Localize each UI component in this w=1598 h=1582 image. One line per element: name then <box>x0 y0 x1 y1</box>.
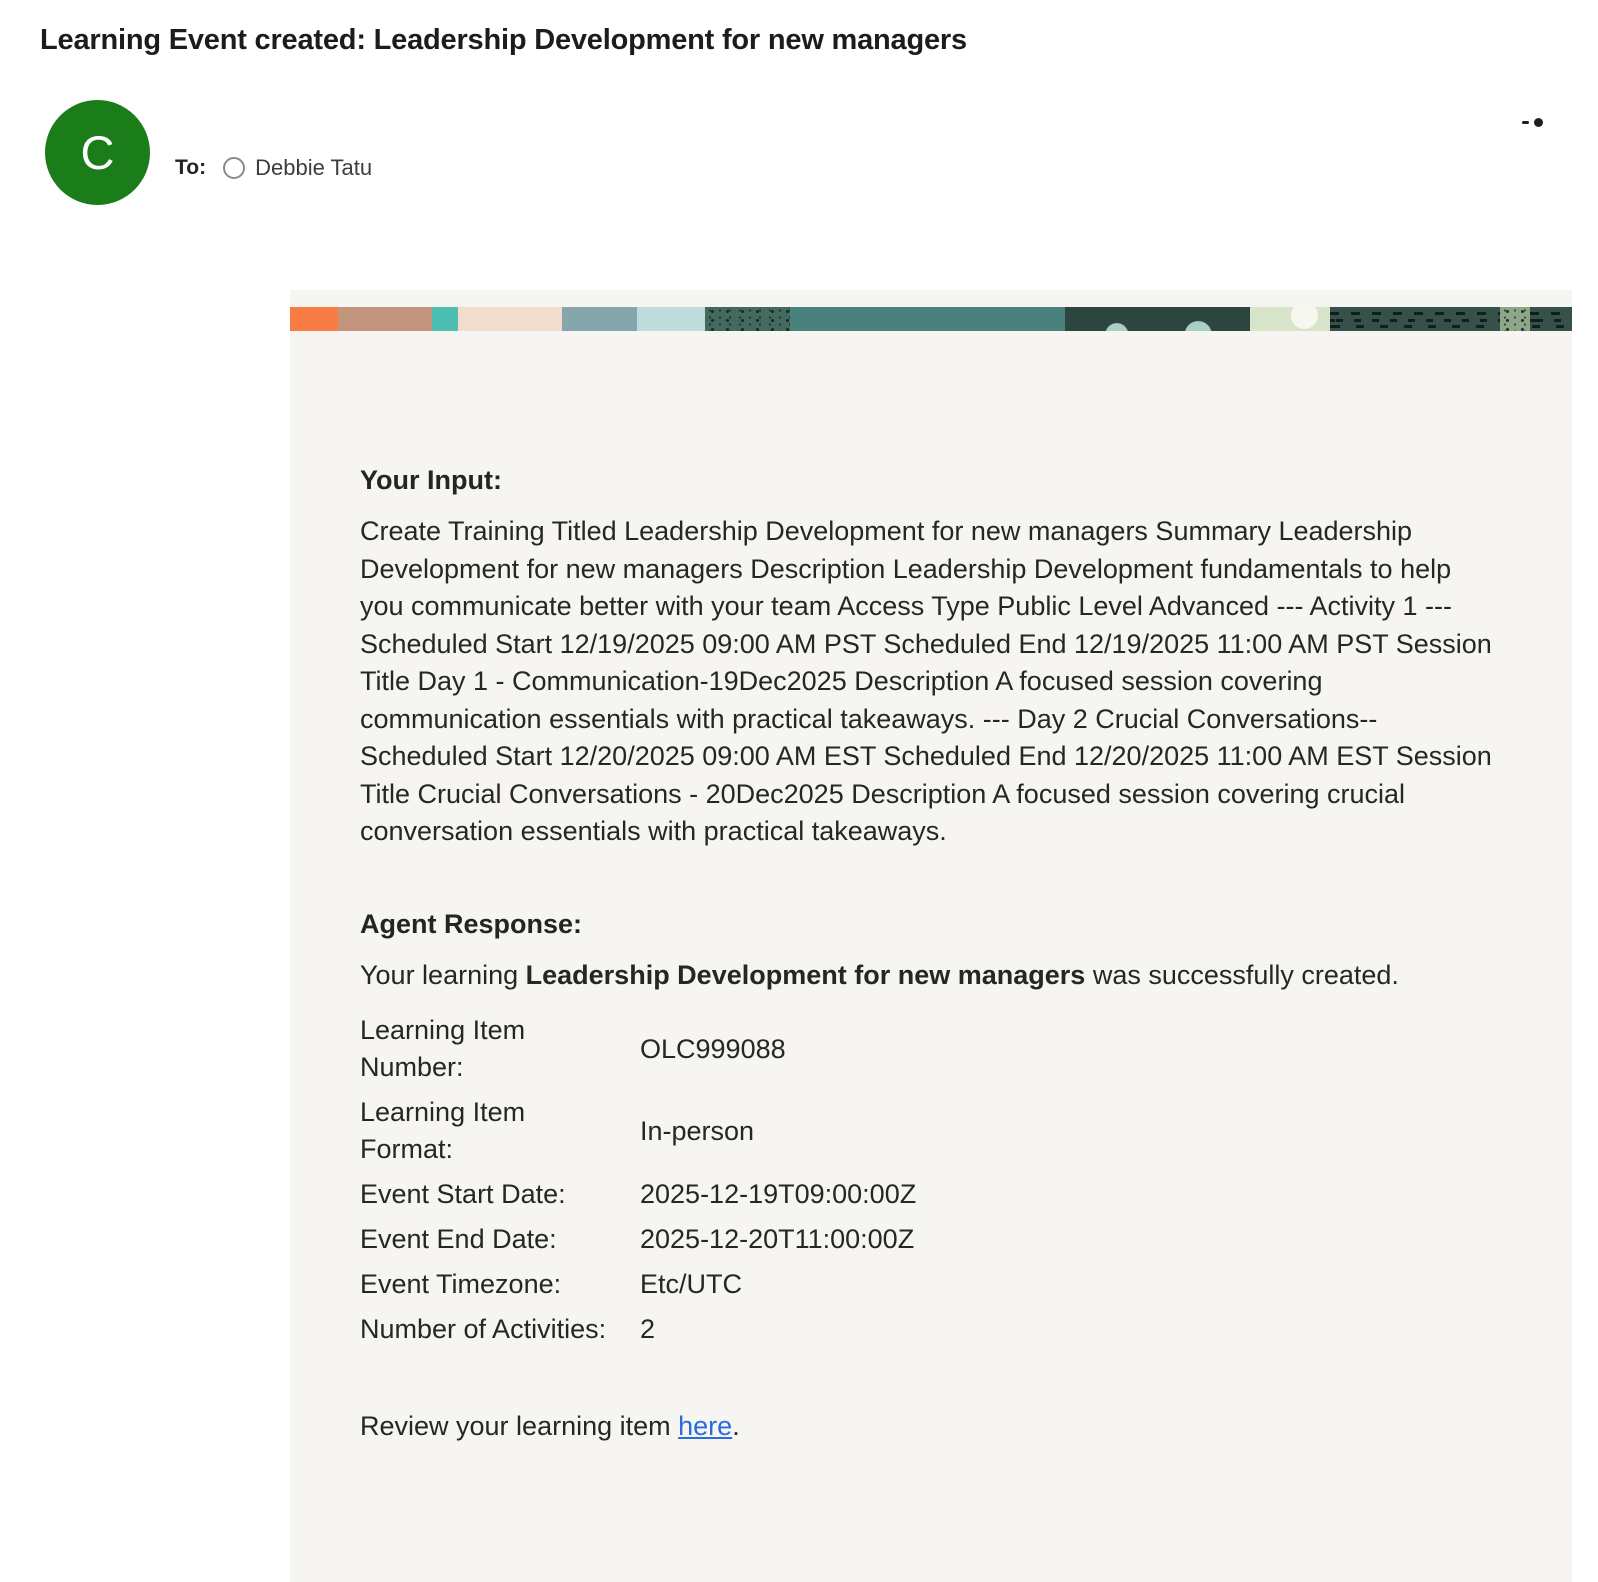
more-options-button[interactable] <box>1522 112 1543 132</box>
review-here-link[interactable]: here <box>678 1411 733 1441</box>
field-label: Event Timezone: <box>360 1269 562 1299</box>
review-prefix: Review your learning item <box>360 1411 679 1441</box>
response-suffix: was successfully created. <box>1085 959 1399 990</box>
response-prefix: Your learning <box>360 959 526 990</box>
field-value: OLC999088 <box>640 1033 786 1064</box>
agent-response-text <box>360 957 1460 995</box>
banner-segment <box>432 307 458 331</box>
banner-segment <box>290 307 338 331</box>
field-label: Learning Item Format: <box>360 1097 526 1164</box>
table-row <box>360 1008 916 1090</box>
email-message-body <box>290 290 1572 1582</box>
email-content <box>290 465 1572 1446</box>
more-options-icon <box>1534 118 1543 127</box>
to-label: To: <box>175 156 207 179</box>
banner-segment <box>458 307 562 331</box>
banner-segment <box>562 307 637 331</box>
review-line <box>360 1408 1500 1446</box>
banner-segment <box>338 307 432 331</box>
field-value: Etc/UTC <box>640 1269 743 1299</box>
field-label: Number of Activities: <box>360 1314 607 1344</box>
review-suffix: . <box>732 1411 740 1441</box>
banner-segment <box>1065 307 1250 331</box>
banner-segment <box>637 307 705 331</box>
field-label: Event End Date: <box>360 1224 557 1254</box>
recipient-name: Debbie Tatu <box>255 155 373 180</box>
banner-segment <box>1530 307 1572 331</box>
banner-segment <box>705 307 790 331</box>
sender-avatar[interactable] <box>45 100 150 205</box>
banner <box>290 307 1572 331</box>
table-row <box>360 1090 916 1172</box>
sender-avatar-initial: C <box>80 126 115 179</box>
recipient-row <box>175 154 372 182</box>
field-value: In-person <box>640 1115 755 1146</box>
table-row <box>360 1307 916 1352</box>
agent-response-heading: Agent Response: <box>360 908 583 939</box>
banner-segment <box>790 307 1065 331</box>
response-course-name: Leadership Development for new managers <box>525 959 1086 990</box>
your-input-heading: Your Input: <box>360 465 502 495</box>
field-label: Event Start Date: <box>360 1179 566 1209</box>
learning-item-fields <box>360 1008 916 1352</box>
banner-segment <box>1330 307 1500 331</box>
presence-ring-icon <box>223 157 245 179</box>
field-value: 2025-12-19T09:00:00Z <box>640 1179 917 1209</box>
table-row <box>360 1217 916 1262</box>
table-row <box>360 1262 916 1307</box>
field-label: Learning Item Number: <box>360 1015 526 1082</box>
your-input-text: Create Training Titled Leadership Development for new managers Summary Leadership Development for new managers Description Leadership Development fundamentals to help you communicate better with your team Access Type Public Level Advanced --- Activity 1 --- Scheduled Start 12/19/2025 09:00 AM PST Scheduled End 12/19/2025 11:00 AM PST Session Title Day 1 - Communication-19Dec2025 Description A focused session covering communication essentials with practical takeaways. --- Day 2 Crucial Conversations-- Scheduled Start 12/20/2025 09:00 AM EST Scheduled End 12/20/2025 11:00 AM EST Session Title Crucial Conversations - 20Dec2025 Description A focused session covering crucial conversation essentials with practical takeaways. <box>360 516 1492 846</box>
email-subject: Learning Event created: Leadership Development for new managers <box>40 24 967 56</box>
banner-segment <box>1250 307 1330 331</box>
field-value: 2025-12-20T11:00:00Z <box>640 1224 915 1254</box>
field-value: 2 <box>640 1314 656 1344</box>
recipient-chip[interactable] <box>223 155 372 181</box>
table-row <box>360 1172 916 1217</box>
banner-segment <box>1500 307 1530 331</box>
more-options-icon <box>1522 121 1529 124</box>
